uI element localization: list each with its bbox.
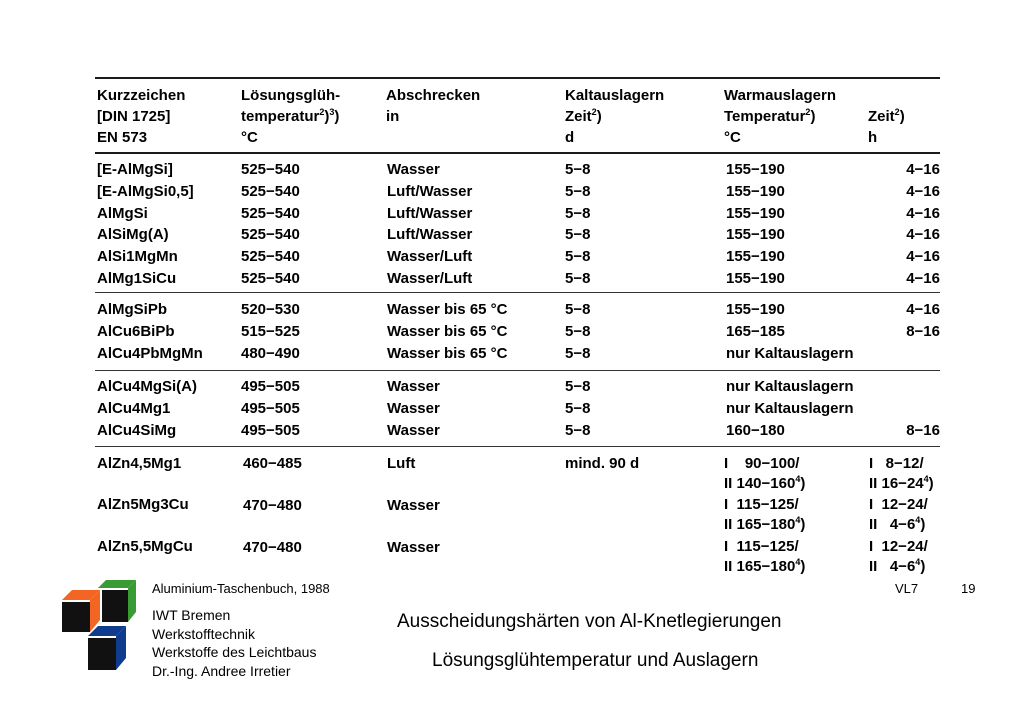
header-text: Kurzzeichen	[97, 87, 186, 104]
cell-time	[870, 342, 956, 364]
table-row	[97, 246, 956, 268]
cell-time: 4−16	[906, 183, 940, 201]
cell-quench: Wasser bis 65 °C	[387, 323, 508, 341]
header-text: Temperatur$^2$)	[724, 107, 816, 125]
cell-cold: 5−8	[565, 344, 591, 362]
header-col-warm-aging	[724, 85, 836, 148]
cell-quench: Luft/Wasser	[387, 226, 473, 244]
cell-cold: 5−8	[565, 248, 591, 266]
institute-line: IWT Bremen	[152, 607, 231, 623]
cell-quench: Wasser	[387, 400, 440, 418]
header-text: °C	[724, 129, 741, 146]
cell-time: 8−16	[906, 323, 940, 341]
cell-quench: Luft/Wasser	[387, 204, 473, 222]
cell-temp: 460−485	[243, 455, 302, 472]
cell-warm: 155−190	[726, 248, 785, 266]
institute-line: Dr.-Ing. Andree Irretier	[152, 662, 291, 679]
cell-quench: Wasser	[387, 497, 440, 514]
cell-time: II $4-6^4$)	[869, 515, 926, 533]
logo-cube-black-right	[102, 590, 128, 622]
cell-cold: 5−8	[565, 226, 591, 244]
cell-time	[870, 376, 956, 398]
cell-cold: mind. 90 d	[565, 455, 640, 472]
group1-bottom-rule	[95, 292, 940, 293]
table-group-2	[97, 299, 956, 364]
cell-time: 4−16	[906, 226, 940, 244]
header-text: Zeit$^2$)	[868, 107, 905, 125]
cell-temp: 495−505	[241, 378, 300, 396]
cell-time: II $16-24^4$)	[869, 474, 934, 492]
table-row	[97, 181, 956, 203]
institute-line: Werkstofftechnik	[152, 625, 255, 642]
header-text: h	[868, 129, 878, 146]
cell-alloy: AlMgSiPb	[97, 301, 167, 319]
cell-warm: 155−190	[726, 226, 785, 244]
cell-time	[870, 398, 956, 420]
cell-time: 4−16	[906, 161, 940, 179]
cell-temp: 470−480	[243, 497, 302, 514]
table-row	[97, 321, 956, 343]
cell-time: II $4-6^4$)	[869, 557, 926, 575]
cell-time: I 12−24/	[869, 538, 928, 555]
cell-warm: 155−190	[726, 269, 785, 287]
group3-bottom-rule	[95, 446, 940, 447]
cell-time: 4−16	[906, 204, 940, 222]
cell-warm: nur Kaltauslagern	[726, 344, 854, 362]
institute-line: Werkstoffe des Leichtbaus	[152, 644, 317, 660]
cell-temp: 525−540	[241, 248, 300, 266]
cell-temp: 515−525	[241, 323, 300, 341]
cell-temp: 525−540	[241, 226, 300, 244]
cell-cold: 5−8	[565, 301, 591, 319]
cell-temp: 495−505	[241, 400, 300, 418]
header-text: °C	[241, 129, 258, 146]
cell-warm: I 115−125/	[724, 496, 799, 513]
cell-cold: 5−8	[565, 204, 591, 222]
cell-temp: 480−490	[241, 344, 300, 362]
table-row	[97, 299, 956, 321]
header-col-cold-aging	[565, 85, 664, 148]
cell-time: 8−16	[906, 421, 940, 439]
cell-warm: nur Kaltauslagern	[726, 378, 854, 396]
table-row	[97, 224, 956, 246]
group2-bottom-rule	[95, 370, 940, 371]
header-col-alloy	[97, 85, 185, 148]
table-row	[97, 159, 956, 181]
cell-alloy: [E-AlMgSi0,5]	[97, 183, 194, 201]
header-text: temperatur$^2$)$^3$)	[241, 107, 340, 125]
lecture-number: VL7	[895, 581, 919, 596]
cell-warm: 165−185	[726, 323, 785, 341]
cell-warm: 155−190	[726, 301, 785, 319]
header-text: [DIN 1725]	[97, 108, 171, 125]
cell-quench: Luft/Wasser	[387, 183, 473, 201]
cell-time: 4−16	[906, 248, 940, 266]
header-col-solution-temp	[241, 85, 340, 148]
cell-alloy: AlMg1SiCu	[97, 269, 177, 287]
cell-quench: Wasser/Luft	[387, 269, 473, 287]
cell-alloy: AlZn5Mg3Cu	[97, 496, 189, 513]
source-citation: Aluminium-Taschenbuch, 1988	[152, 581, 330, 596]
cell-warm: I 115−125/	[724, 538, 799, 555]
cell-quench: Wasser bis 65 °C	[387, 301, 508, 319]
header-text: Lösungsglüh-	[241, 87, 341, 104]
cell-temp: 525−540	[241, 204, 300, 222]
cell-quench: Wasser	[387, 161, 440, 179]
cell-alloy: AlSi1MgMn	[97, 248, 178, 266]
cell-cold: 5−8	[565, 400, 591, 418]
cell-time: I 12−24/	[869, 496, 928, 513]
table-row	[97, 376, 956, 398]
cell-warm: 155−190	[726, 204, 785, 222]
logo-cube-black-left	[62, 602, 90, 632]
cell-alloy: AlZn5,5MgCu	[97, 538, 193, 555]
cell-time: I 8−12/	[869, 455, 924, 472]
cell-warm: II $165-180^4$)	[724, 515, 806, 533]
institute-block	[152, 606, 316, 680]
cell-cold: 5−8	[565, 161, 591, 179]
header-text: Abschrecken	[386, 87, 481, 104]
iwt-logo	[58, 578, 142, 672]
cell-time: 4−16	[906, 269, 940, 287]
cell-quench: Wasser/Luft	[387, 248, 473, 266]
cell-alloy: [E-AlMgSi]	[97, 161, 173, 179]
cell-alloy: AlCu6BiPb	[97, 323, 175, 341]
cell-warm: nur Kaltauslagern	[726, 400, 854, 418]
cell-quench: Wasser	[387, 378, 440, 396]
cell-temp: 495−505	[241, 421, 300, 439]
cell-temp: 470−480	[243, 539, 302, 556]
table-row	[97, 202, 956, 224]
table-row	[97, 342, 956, 364]
cell-alloy: AlCu4Mg1	[97, 400, 171, 418]
cell-alloy: AlMgSi	[97, 204, 148, 222]
cell-alloy: AlSiMg(A)	[97, 226, 169, 244]
cell-quench: Wasser	[387, 421, 440, 439]
cell-warm: II $140-160^4$)	[724, 474, 806, 492]
logo-cube-black-bottom	[88, 638, 116, 670]
cell-cold: 5−8	[565, 323, 591, 341]
cell-quench: Wasser bis 65 °C	[387, 344, 508, 362]
cell-temp: 525−540	[241, 161, 300, 179]
cell-temp: 520−530	[241, 301, 300, 319]
cell-warm: 155−190	[726, 183, 785, 201]
table-row	[97, 398, 956, 420]
cell-temp: 525−540	[241, 183, 300, 201]
cell-temp: 525−540	[241, 269, 300, 287]
header-col-time	[868, 106, 905, 148]
table-group-3	[97, 376, 956, 441]
header-text: Warmauslagern	[724, 87, 836, 104]
cell-warm: 155−190	[726, 161, 785, 179]
cell-alloy: AlCu4PbMgMn	[97, 344, 203, 362]
table-row	[97, 419, 956, 441]
cell-quench: Wasser	[387, 539, 440, 556]
cell-cold: 5−8	[565, 269, 591, 287]
cell-warm: I 90−100/	[724, 455, 800, 472]
cell-alloy: AlCu4SiMg	[97, 421, 177, 439]
slide-title: Ausscheidungshärten von Al-Knetlegierungen	[397, 611, 782, 632]
slide-subtitle: Lösungsglühtemperatur und Auslagern	[432, 650, 759, 671]
cell-time: 4−16	[906, 301, 940, 319]
cell-quench: Luft	[387, 455, 416, 472]
header-text: in	[386, 108, 400, 125]
cell-alloy: AlZn4,5Mg1	[97, 455, 182, 472]
table-row	[97, 267, 956, 289]
cell-cold: 5−8	[565, 183, 591, 201]
header-bottom-rule	[95, 152, 940, 154]
header-text: Zeit$^2$)	[565, 107, 602, 125]
cell-cold: 5−8	[565, 421, 591, 439]
table-group-1	[97, 159, 956, 289]
header-col-quench	[386, 85, 480, 127]
header-text: Kaltauslagern	[565, 87, 665, 104]
cell-warm: 160−180	[726, 421, 785, 439]
table-top-rule	[95, 77, 940, 79]
cell-cold: 5−8	[565, 378, 591, 396]
cell-warm: II $165-180^4$)	[724, 557, 806, 575]
page-number: 19	[961, 581, 976, 596]
header-text: d	[565, 129, 575, 146]
header-text: EN 573	[97, 129, 148, 146]
cell-alloy: AlCu4MgSi(A)	[97, 378, 197, 396]
